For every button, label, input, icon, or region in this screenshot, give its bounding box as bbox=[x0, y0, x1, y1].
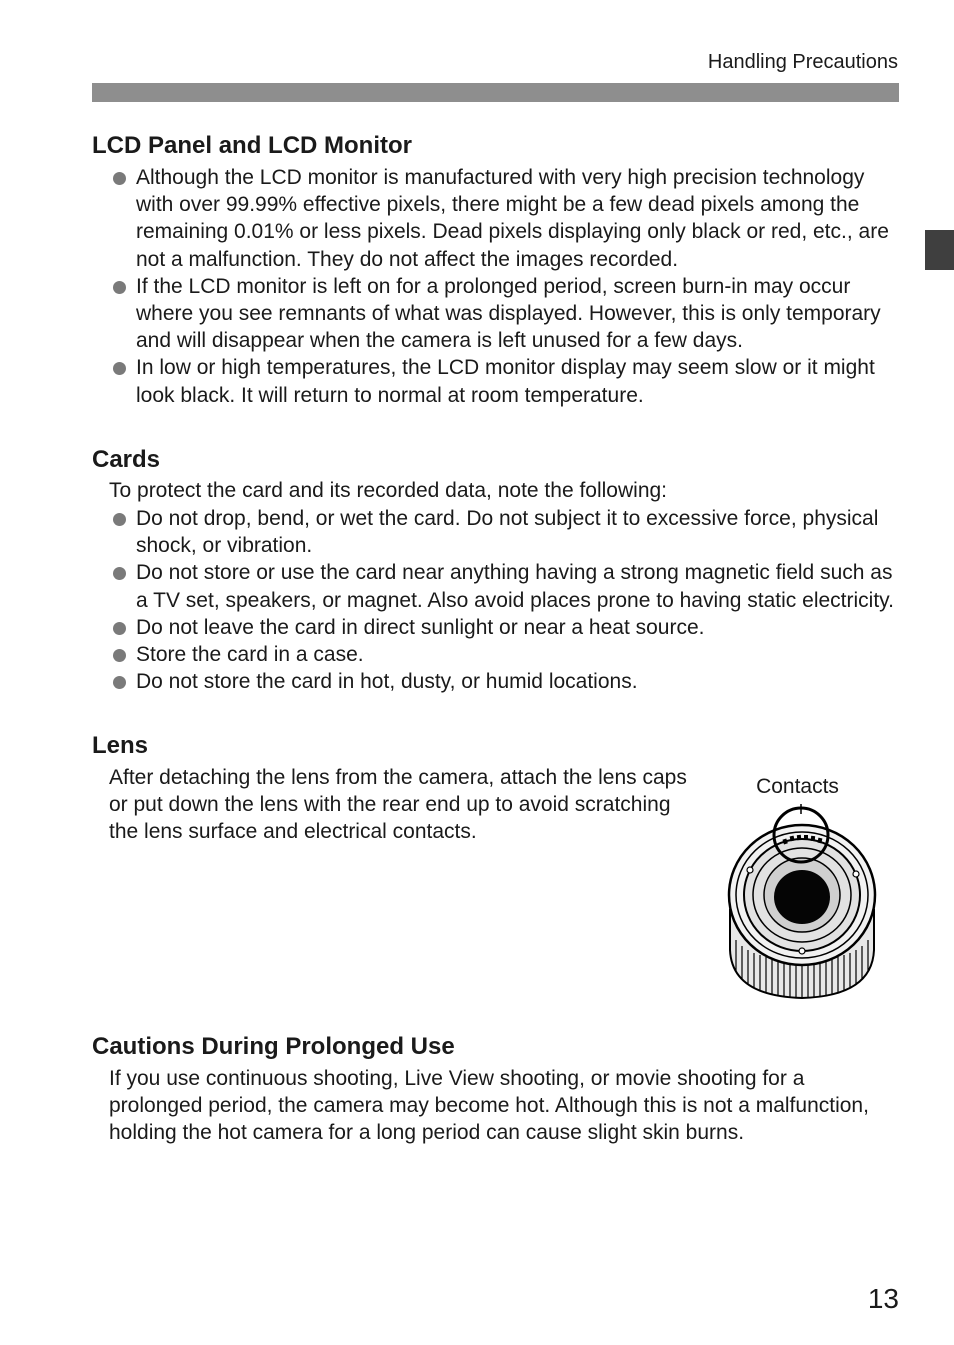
bullet-dot-icon bbox=[113, 567, 126, 580]
list-item bbox=[109, 641, 899, 668]
running-header: Handling Precautions bbox=[707, 51, 898, 73]
list-item bbox=[109, 668, 899, 695]
bullet-text: Do not leave the card in direct sunlight or near a heat source. bbox=[136, 615, 705, 639]
bullet-dot-icon bbox=[113, 362, 126, 375]
list-item bbox=[109, 614, 899, 641]
cards-bullet-list bbox=[109, 505, 899, 695]
lens-rear-illustration bbox=[720, 800, 890, 1005]
bullet-dot-icon bbox=[113, 622, 126, 635]
bullet-text: In low or high temperatures, the LCD monitor display may seem slow or it might look black. It will return to normal at room temperature. bbox=[136, 356, 875, 407]
cards-section-title: Cards bbox=[92, 446, 161, 473]
bullet-text: Do not drop, bend, or wet the card. Do not subject it to excessive force, physical shock, or vibration. bbox=[136, 507, 879, 558]
bullet-dot-icon bbox=[113, 513, 126, 526]
lcd-section-title: LCD Panel and LCD Monitor bbox=[92, 132, 412, 159]
lens-body-text: After detaching the lens from the camera, attach the lens caps or put down the lens with the rear end up to avoid scratching the lens surface and electrical contacts. bbox=[109, 766, 687, 844]
lens-section-title: Lens bbox=[92, 732, 149, 759]
prolonged-use-body-text: If you use continuous shooting, Live View shooting, or movie shooting for a prolonged period, the camera may become hot. Although this is not a malfunction, holding the hot camera for a long period can cause slight skin burns. bbox=[109, 1067, 869, 1145]
header-rule-bar bbox=[92, 83, 899, 102]
lcd-bullet-list bbox=[109, 164, 899, 409]
list-item bbox=[109, 164, 899, 273]
page-number: 13 bbox=[867, 1283, 899, 1314]
bullet-dot-icon bbox=[113, 649, 126, 662]
bullet-text: Do not store the card in hot, dusty, or humid locations. bbox=[136, 670, 638, 694]
bullet-dot-icon bbox=[113, 172, 126, 185]
bullet-text: Do not store or use the card near anything having a strong magnetic field such as a TV set, speakers, or magnet. Also avoid places prone to having static electricity. bbox=[136, 561, 894, 612]
chapter-thumb-tab bbox=[925, 230, 954, 270]
bullet-text: If the LCD monitor is left on for a prolonged period, screen burn-in may occur where you see remnants of what was displayed. However, this is only temporary and will disappear when the camera is left unused for a few days. bbox=[136, 274, 881, 353]
prolonged-use-section-title: Cautions During Prolonged Use bbox=[92, 1033, 455, 1060]
lens-figure bbox=[720, 770, 890, 1005]
bullet-dot-icon bbox=[113, 281, 126, 294]
cards-intro-text: To protect the card and its recorded data, note the following: bbox=[109, 479, 668, 502]
contacts-label: Contacts bbox=[756, 775, 839, 798]
list-item bbox=[109, 559, 899, 613]
list-item bbox=[109, 354, 899, 408]
bullet-text: Although the LCD monitor is manufactured with very high precision technology with over 99.99% effective pixels, there might be a few dead pixels among the remaining 0.01% or less pixels. Dead pixels displaying only black or red, etc., are not a malfunction. They do not affect the images recorded. bbox=[136, 166, 889, 271]
list-item bbox=[109, 273, 899, 355]
bullet-dot-icon bbox=[113, 676, 126, 689]
list-item bbox=[109, 505, 899, 559]
bullet-text: Store the card in a case. bbox=[136, 643, 364, 667]
